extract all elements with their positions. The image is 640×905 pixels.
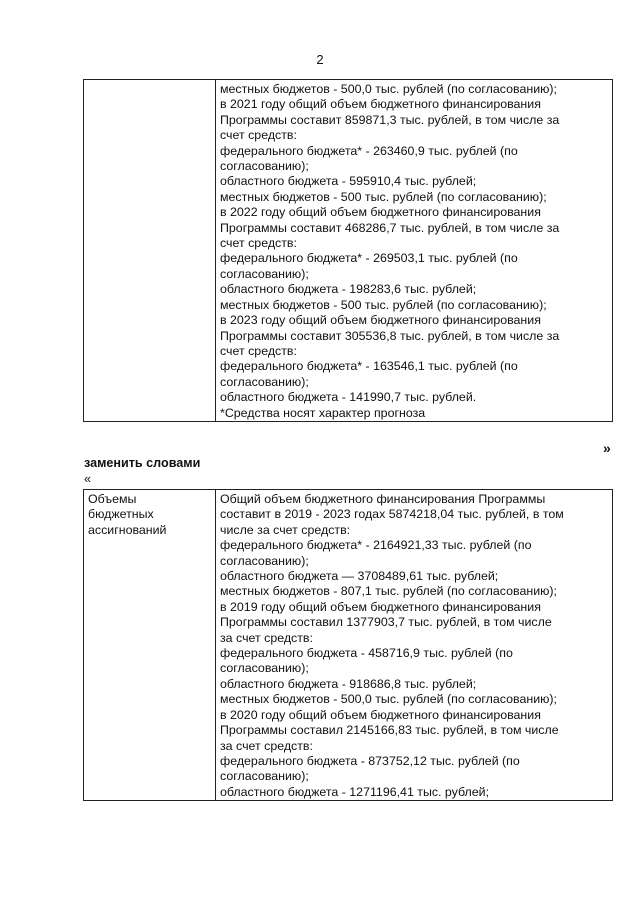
- text-line: согласованию);: [220, 374, 309, 389]
- funding-text-lines: [220, 492, 608, 800]
- text-line: областного бюджета - 1271196,41 тыс. рублей;: [220, 784, 490, 799]
- text-line: областного бюджета - 141990,7 тыс. рублей.: [220, 390, 477, 405]
- text-line: согласованию);: [220, 769, 309, 784]
- text-line: Программы составил 1377903,7 тыс. рублей, в том числе: [220, 615, 552, 630]
- text-line: за счет средств:: [220, 738, 313, 753]
- text-line: местных бюджетов - 500 тыс. рублей (по согласованию);: [220, 189, 547, 204]
- text-line: согласованию);: [220, 266, 309, 281]
- table-cell-content: [216, 80, 613, 422]
- text-line: счет средств:: [220, 343, 297, 358]
- closing-quote: »: [603, 440, 611, 456]
- text-line: местных бюджетов - 807,1 тыс. рублей (по согласованию);: [220, 584, 557, 599]
- budget-table-new: [83, 489, 613, 801]
- text-line: Программы составит 305536,8 тыс. рублей, в том числе за: [220, 328, 560, 343]
- text-line: федерального бюджета - 873752,12 тыс. рублей (по: [220, 753, 520, 768]
- text-line: Программы составит 468286,7 тыс. рублей, в том числе за: [220, 220, 560, 235]
- table-cell-content: [216, 490, 613, 801]
- text-line: местных бюджетов - 500 тыс. рублей (по согласованию);: [220, 297, 547, 312]
- text-line: местных бюджетов - 500,0 тыс. рублей (по согласованию);: [220, 692, 557, 707]
- page-number: 2: [316, 52, 324, 67]
- text-line: *Средства носят характер прогноза: [220, 405, 426, 420]
- text-line: счет средств:: [220, 128, 297, 143]
- table-row: [84, 490, 613, 801]
- text-line: счет средств:: [220, 236, 297, 251]
- text-line: федерального бюджета - 458716,9 тыс. рублей (по: [220, 646, 513, 661]
- text-line: Общий объем бюджетного финансирования Программы: [220, 492, 546, 506]
- text-line: местных бюджетов - 500,0 тыс. рублей (по согласованию);: [220, 82, 557, 96]
- text-line: согласованию);: [220, 661, 309, 676]
- opening-quote: «: [84, 472, 92, 486]
- text-line: согласованию);: [220, 553, 309, 568]
- text-line: Программы составил 2145166,83 тыс. рублей, в том числе: [220, 723, 559, 738]
- text-line: в 2020 году общий объем бюджетного финансирования: [220, 707, 541, 722]
- text-line: федерального бюджета* - 2164921,33 тыс. рублей (по: [220, 538, 532, 553]
- table-cell-label: [84, 490, 216, 801]
- text-line: в 2019 году общий объем бюджетного финансирования: [220, 599, 541, 614]
- replace-with-words-text: заменить словами: [84, 456, 201, 470]
- text-line: числе за счет средств:: [220, 522, 351, 537]
- table-cell-label: [84, 80, 216, 422]
- text-line: за счет средств:: [220, 630, 313, 645]
- text-line: ассигнований: [88, 522, 167, 537]
- text-line: согласованию);: [220, 159, 309, 174]
- text-line: в 2023 году общий объем бюджетного финансирования: [220, 313, 541, 328]
- budget-allocations-label: [88, 492, 211, 538]
- text-line: федерального бюджета* - 263460,9 тыс. рублей (по: [220, 143, 518, 158]
- text-line: составит в 2019 - 2023 годах 5874218,04 тыс. рублей, в том: [220, 507, 564, 522]
- text-line: федерального бюджета* - 163546,1 тыс. рублей (по: [220, 359, 518, 374]
- text-line: областного бюджета - 198283,6 тыс. рублей;: [220, 282, 477, 297]
- text-line: в 2022 году общий объем бюджетного финансирования: [220, 205, 541, 220]
- text-line: Программы составит 859871,3 тыс. рублей, в том числе за: [220, 112, 560, 127]
- text-line: бюджетных: [88, 507, 154, 522]
- text-line: областного бюджета — 3708489,61 тыс. рублей;: [220, 569, 499, 584]
- table-row: [84, 80, 613, 422]
- text-line: областного бюджета - 595910,4 тыс. рублей;: [220, 174, 477, 189]
- budget-table-continued: [83, 79, 613, 422]
- text-line: Объемы: [88, 492, 137, 506]
- text-line: федерального бюджета* - 269503,1 тыс. рублей (по: [220, 251, 518, 266]
- funding-text-lines: [220, 82, 608, 421]
- text-line: в 2021 году общий объем бюджетного финансирования: [220, 97, 541, 112]
- text-line: областного бюджета - 918686,8 тыс. рублей;: [220, 676, 477, 691]
